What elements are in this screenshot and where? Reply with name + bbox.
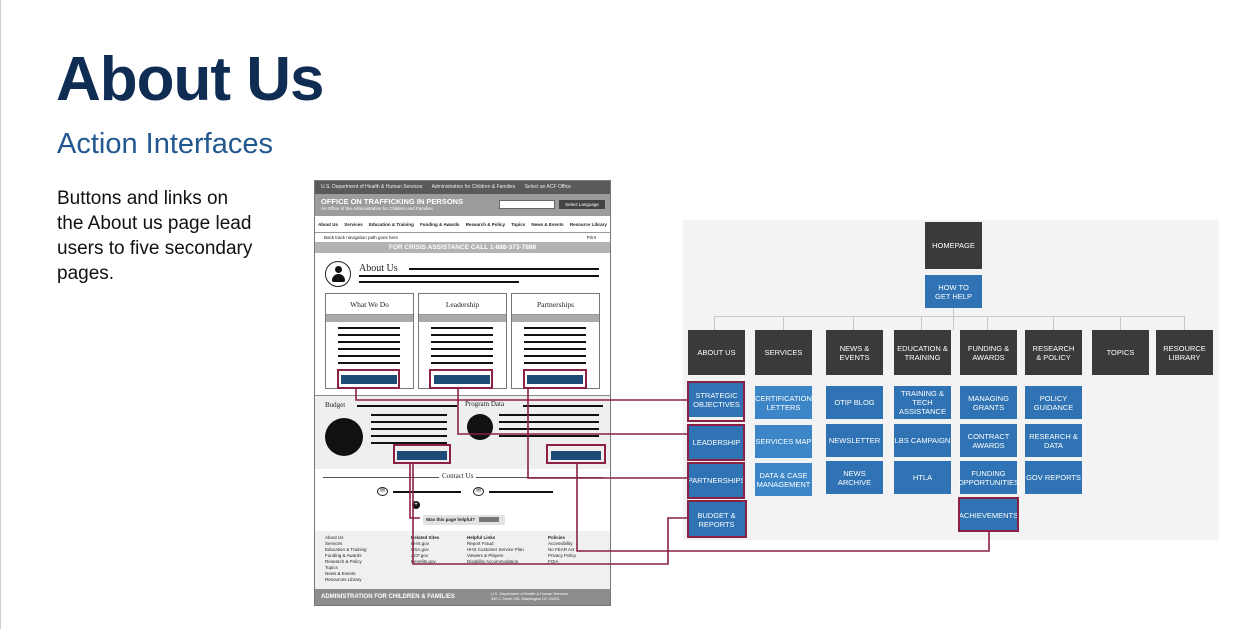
- wireframe-header: [315, 194, 610, 216]
- node-htla[interactable]: HTLA: [894, 461, 951, 494]
- nav-item[interactable]: About Us: [318, 221, 339, 227]
- email-icon[interactable]: ✉: [473, 487, 484, 496]
- text-line: [524, 334, 586, 336]
- node-otip-blog[interactable]: OTIP BLOG: [826, 386, 883, 419]
- topbar-item[interactable]: Administration for Children & Families: [431, 184, 516, 190]
- text-line: [524, 348, 586, 350]
- node-about-us[interactable]: ABOUT US: [688, 330, 745, 375]
- footer-heading: Related Sites: [411, 535, 440, 540]
- slide-title: About Us: [56, 45, 324, 114]
- card-title: Leadership: [419, 294, 506, 315]
- sitemap-diagram: [683, 220, 1219, 540]
- highlight-program-data: [546, 444, 606, 464]
- footer-link[interactable]: Disability Accommodation: [467, 559, 519, 564]
- footer-link[interactable]: No FEAR Act: [548, 547, 575, 552]
- user-icon: [325, 261, 351, 287]
- text-line: [409, 268, 599, 270]
- node-how-to-get-help[interactable]: HOW TO GET HELP: [925, 275, 982, 308]
- text-line: [338, 362, 400, 364]
- helpful-question: Was this page helpful?: [426, 517, 475, 522]
- card-band: [512, 315, 599, 322]
- connector: [1053, 316, 1054, 330]
- text-line: [431, 341, 493, 343]
- nav-item[interactable]: Resource Library: [569, 221, 607, 227]
- node-certification-letters[interactable]: CERTIFICATION LETTERS: [755, 386, 812, 419]
- text-line: [338, 355, 400, 357]
- text-line: [371, 414, 447, 416]
- site-tagline: An Office of the Administration for Children and Families: [321, 206, 433, 211]
- footer-link[interactable]: News & Events: [325, 571, 356, 576]
- footer-link[interactable]: Research & Policy: [325, 559, 362, 564]
- node-contract-awards[interactable]: CONTRACT AWARDS: [960, 424, 1017, 457]
- node-education-training[interactable]: EDUCATION & TRAINING: [894, 330, 951, 375]
- node-research-policy[interactable]: RESEARCH & POLICY: [1025, 330, 1082, 375]
- text-line: [499, 414, 599, 416]
- footer-heading: Helpful Links: [467, 535, 496, 540]
- highlight-partnerships-node: [687, 462, 745, 499]
- footer-col-related: [411, 535, 439, 565]
- about-page-wireframe: [314, 180, 611, 606]
- wireframe-bottom-bar: [315, 589, 610, 606]
- card-band: [419, 315, 506, 322]
- highlight-partnerships: [523, 369, 587, 389]
- connector: [853, 316, 854, 330]
- node-newsletter[interactable]: NEWSLETTER: [826, 424, 883, 457]
- node-budget-reports[interactable]: BUDGET & REPORTS: [688, 502, 745, 537]
- text-line: [431, 348, 493, 350]
- text-line: [393, 491, 461, 493]
- text-line: [338, 348, 400, 350]
- feedback-widget[interactable]: [423, 515, 505, 525]
- footer-link[interactable]: HHS Customer Service Plan: [467, 547, 524, 552]
- connector: [1120, 316, 1121, 330]
- node-funding-opportunities[interactable]: FUNDING OPPORTUNITIES: [960, 461, 1017, 494]
- highlight-leadership: [429, 369, 493, 389]
- node-topics[interactable]: TOPICS: [1092, 330, 1149, 375]
- text-line: [431, 355, 493, 357]
- agency-address: U.S. Department of Health & Human Services 330 C Street SW, Washington DC 20201: [491, 592, 569, 601]
- print-link[interactable]: Print: [586, 235, 596, 240]
- footer-link[interactable]: FOIA: [548, 559, 559, 564]
- text-line: [359, 275, 599, 277]
- site-name: OFFICE ON TRAFFICKING IN PERSONS: [321, 197, 464, 206]
- node-funding-awards[interactable]: FUNDING & AWARDS: [960, 330, 1017, 375]
- text-line: [499, 435, 599, 437]
- node-policy-guidance[interactable]: POLICY GUIDANCE: [1025, 386, 1082, 419]
- text-line: [371, 428, 447, 430]
- budget-pie-chart-icon: [325, 418, 363, 456]
- text-line: [431, 362, 493, 364]
- text-line: [338, 327, 400, 329]
- text-line: [431, 334, 493, 336]
- email-icon[interactable]: ✉: [377, 487, 388, 496]
- node-homepage[interactable]: HOMEPAGE: [925, 222, 982, 269]
- slide-description: Buttons and links on the About us page lead users to five secondary pages.: [57, 188, 253, 284]
- nav-item[interactable]: Services: [344, 221, 363, 227]
- text-line: [371, 435, 447, 437]
- connector: [714, 316, 715, 330]
- text-line: [371, 421, 447, 423]
- breadcrumb[interactable]: Back track navigation path goes here: [324, 235, 399, 240]
- text-line: [524, 341, 586, 343]
- node-leadership[interactable]: LEADERSHIP: [688, 425, 745, 460]
- text-line: [359, 281, 519, 283]
- node-services[interactable]: SERVICES: [755, 330, 812, 375]
- text-line: [357, 405, 457, 407]
- footer-link[interactable]: Accessibility: [548, 541, 573, 546]
- nav-item[interactable]: Topics: [511, 221, 526, 227]
- card-title: What We Do: [326, 294, 413, 315]
- search-input[interactable]: [499, 200, 555, 209]
- node-strategic-objectives[interactable]: STRATEGIC OBJECTIVES: [688, 382, 745, 417]
- highlight-what-we-do: [337, 369, 400, 389]
- footer-link[interactable]: Services: [325, 541, 343, 546]
- topbar-item[interactable]: Select an ACF Office: [524, 184, 571, 190]
- text-line: [524, 327, 586, 329]
- footer-heading: Policies: [548, 535, 566, 540]
- footer-link[interactable]: Topics: [325, 565, 338, 570]
- text-line: [499, 421, 599, 423]
- topbar-item[interactable]: U.S. Department of Health & Human Services: [321, 184, 423, 190]
- node-partnerships[interactable]: PARTNERSHIPS: [688, 463, 745, 498]
- footer-col-policies: [548, 535, 576, 565]
- text-line: [431, 327, 493, 329]
- highlight-strategic-objectives: [687, 381, 745, 422]
- connector: [714, 316, 1184, 317]
- highlight-achievements: [958, 497, 1019, 532]
- footer-link[interactable]: USA.gov: [411, 547, 429, 552]
- wireframe-footer: [315, 531, 610, 589]
- agency-name: ADMINISTRATION FOR CHILDREN & FAMILIES: [321, 594, 455, 600]
- contact-heading: Contact Us: [439, 472, 476, 480]
- node-news-events[interactable]: NEWS & EVENTS: [826, 330, 883, 375]
- footer-link[interactable]: Resources Library: [325, 577, 362, 582]
- highlight-budget-reports: [687, 500, 747, 538]
- node-news-archive[interactable]: NEWS ARCHIVE: [826, 461, 883, 494]
- node-managing-grants[interactable]: MANAGING GRANTS: [960, 386, 1017, 419]
- footer-link[interactable]: Viewers & Players: [467, 553, 504, 558]
- node-training-tech-assistance[interactable]: TRAINING & TECH ASSISTANCE: [894, 386, 951, 419]
- node-research-data[interactable]: RESEARCH & DATA: [1025, 424, 1082, 457]
- node-achievements[interactable]: ACHIEVEMENTS: [960, 499, 1017, 532]
- text-line: [489, 491, 553, 493]
- footer-link[interactable]: Report Fraud: [467, 541, 494, 546]
- connector: [987, 316, 988, 330]
- plus-icon[interactable]: +: [413, 501, 419, 508]
- nav-item[interactable]: Funding & Awards: [420, 221, 460, 227]
- text-line: [338, 334, 400, 336]
- budget-label: Budget: [325, 401, 346, 409]
- program-pie-chart-icon: [467, 414, 493, 440]
- wireframe-nav: [315, 216, 610, 233]
- nav-item[interactable]: Research & Policy: [465, 221, 505, 227]
- connector: [783, 316, 784, 330]
- text-line: [338, 341, 400, 343]
- card-title: Partnerships: [512, 294, 599, 315]
- text-line: [499, 428, 599, 430]
- node-data-case-management[interactable]: DATA & CASE MANAGEMENT: [755, 463, 812, 496]
- footer-col-helpful: [467, 535, 524, 565]
- footer-link[interactable]: Benefits.gov: [411, 559, 436, 564]
- footer-col-site: [325, 535, 367, 583]
- footer-link[interactable]: Privacy Policy: [548, 553, 577, 558]
- connector: [1184, 316, 1185, 330]
- wireframe-topbar: [315, 181, 610, 194]
- node-resource-library[interactable]: RESOURCE LIBRARY: [1156, 330, 1213, 375]
- program-data-label: Program Data: [465, 400, 505, 408]
- footer-link[interactable]: ACF.gov: [411, 553, 429, 558]
- nav-item[interactable]: News & Events: [531, 221, 564, 227]
- footer-link[interactable]: Education & Training: [325, 547, 367, 552]
- node-services-map[interactable]: SERVICES MAP: [755, 425, 812, 458]
- footer-link[interactable]: Funding & Awards: [325, 553, 362, 558]
- text-line: [523, 405, 603, 407]
- footer-link[interactable]: HHS.gov: [411, 541, 430, 546]
- highlight-budget: [393, 444, 451, 464]
- about-heading: About Us: [359, 263, 398, 274]
- node-lbs-campaign[interactable]: LBS CAMPAIGN: [894, 424, 951, 457]
- footer-link[interactable]: About Us: [325, 535, 344, 540]
- card-band: [326, 315, 413, 322]
- language-button[interactable]: Select Language: [559, 200, 605, 209]
- text-line: [524, 355, 586, 357]
- highlight-leadership-node: [687, 424, 745, 461]
- slide-subtitle: Action Interfaces: [57, 128, 273, 160]
- connector: [921, 316, 922, 330]
- text-line: [524, 362, 586, 364]
- crisis-bar: FOR CRISIS ASSISTANCE CALL 1-888-373-7888: [315, 242, 610, 253]
- nav-item[interactable]: Education & Training: [368, 221, 414, 227]
- node-gov-reports[interactable]: GOV REPORTS: [1025, 461, 1082, 494]
- feedback-toggle[interactable]: [479, 517, 499, 522]
